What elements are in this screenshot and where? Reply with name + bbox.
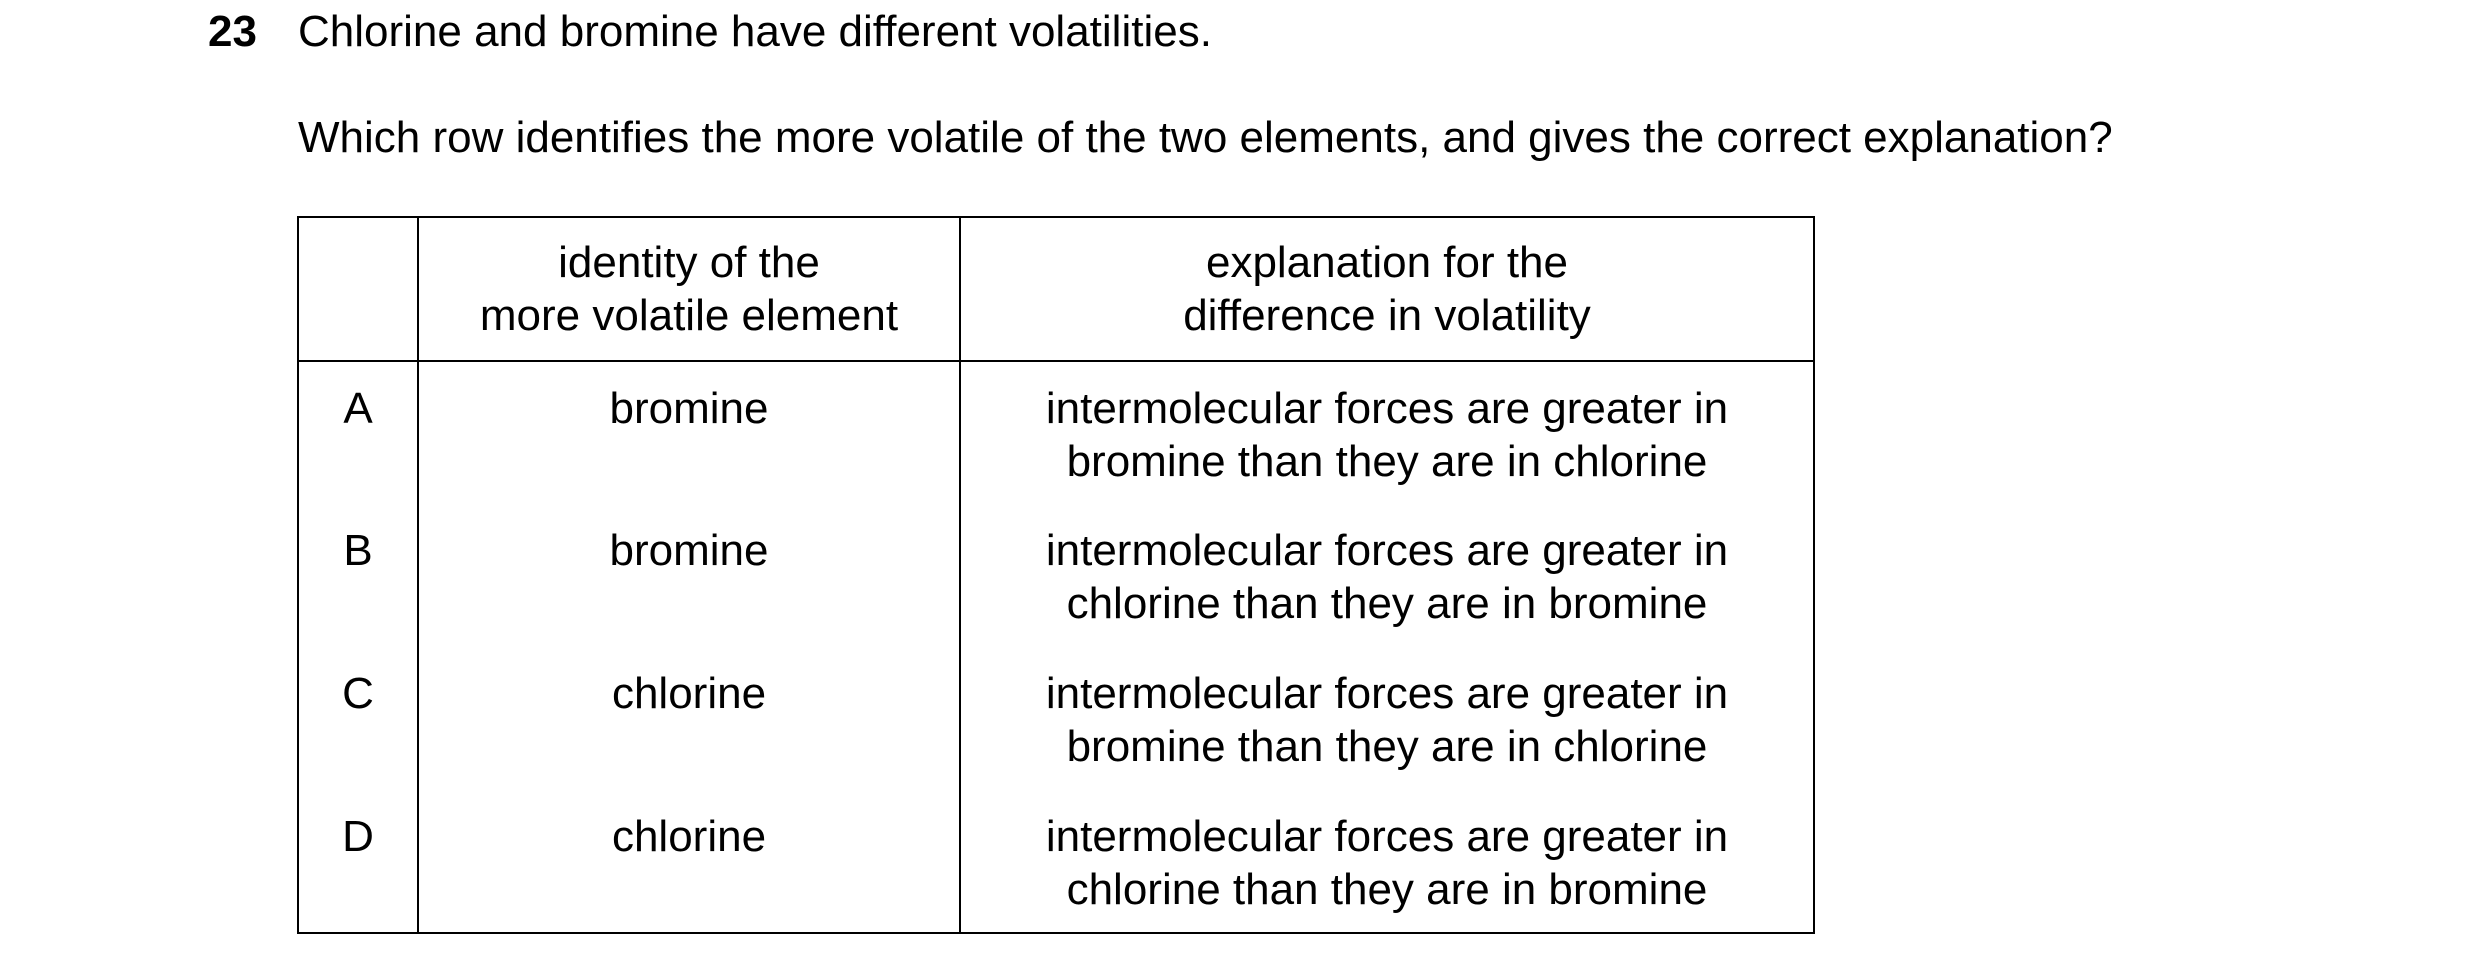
question-stem: Chlorine and bromine have different volatilities. (298, 7, 1212, 56)
answer-options-table (297, 216, 1815, 934)
option-identity: chlorine (418, 790, 960, 933)
header-explanation-cell (960, 217, 1814, 361)
option-identity: chlorine (418, 647, 960, 790)
option-explanation-line-1: intermolecular forces are greater in (1045, 669, 1729, 718)
header-letter-cell (298, 217, 418, 361)
question-number: 23 (208, 7, 257, 56)
option-row-b[interactable] (298, 504, 1814, 647)
question-prompt: Which row identifies the more volatile of the two elements, and gives the correct explanation? (298, 113, 2113, 162)
option-identity: bromine (418, 504, 960, 647)
table-header-row (298, 217, 1814, 361)
option-explanation (960, 647, 1814, 790)
option-explanation (960, 361, 1814, 504)
option-identity: bromine (418, 361, 960, 504)
header-explanation-line-2: difference in volatility (1183, 291, 1591, 340)
option-letter: A (298, 361, 418, 504)
option-explanation-line-1: intermolecular forces are greater in (1045, 526, 1729, 575)
header-identity-cell (418, 217, 960, 361)
option-explanation-line-2: chlorine than they are in bromine (1066, 865, 1708, 914)
header-identity-line-2: more volatile element (479, 291, 899, 340)
option-explanation-line-1: intermolecular forces are greater in (1045, 812, 1729, 861)
option-explanation (960, 790, 1814, 933)
option-explanation-line-2: chlorine than they are in bromine (1066, 579, 1708, 628)
option-explanation-line-1: intermolecular forces are greater in (1045, 384, 1729, 433)
option-explanation-line-2: bromine than they are in chlorine (1066, 722, 1708, 771)
option-letter: C (298, 647, 418, 790)
option-letter: B (298, 504, 418, 647)
option-row-d[interactable] (298, 790, 1814, 933)
option-explanation (960, 504, 1814, 647)
option-letter: D (298, 790, 418, 933)
option-row-c[interactable] (298, 647, 1814, 790)
option-explanation-line-2: bromine than they are in chlorine (1066, 437, 1708, 486)
header-identity-line-1: identity of the (558, 238, 820, 287)
option-row-a[interactable] (298, 361, 1814, 504)
header-explanation-line-1: explanation for the (1205, 238, 1569, 287)
